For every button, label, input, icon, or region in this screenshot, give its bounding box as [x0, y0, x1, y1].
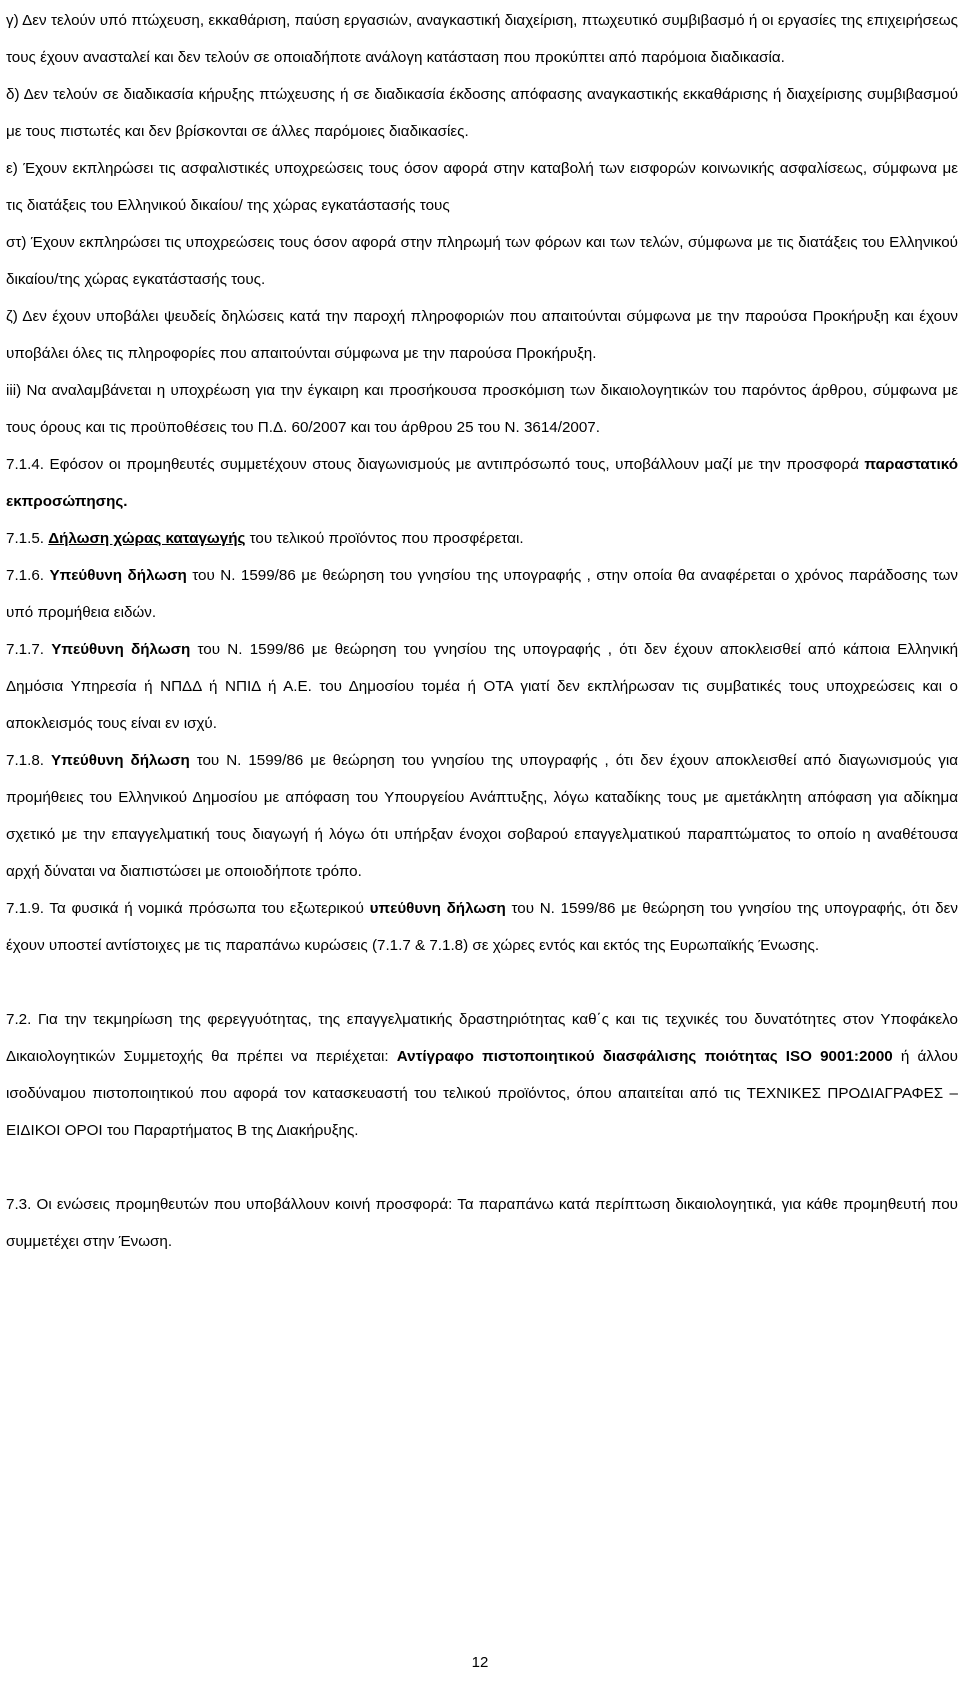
emphasis-run: παραστατικό εκπροσώπησης. — [6, 456, 958, 510]
paragraph-epsilon — [6, 150, 958, 224]
text-run: του Ν. 1599/86 με θεώρηση του γνησίου της υπογραφής , ότι δεν έχουν αποκλεισθεί από διαγωνισμούς για προμήθειες του Ελληνικού Δημοσίου με απόφαση του Υπουργείου Ανάπτυξης, λόγω καταδίκης τους με αμετάκλητη απόφαση για αδίκημα σχετικό με την επαγγελματική τους διαγωγή ή λόγω ότι υπήρξαν ένοχοι σοβαρού επαγγελματικού παραπτώματος το οποίο η αναθέτουσα αρχή δύναται να διαπιστώσει με οποιοδήποτε τρόπο. — [6, 752, 959, 880]
emphasis-run: υπεύθυνη δήλωση — [369, 900, 506, 917]
emphasis-run: Υπεύθυνη δήλωση — [50, 752, 190, 769]
text-run: 7.2. Για την τεκμηρίωση της φερεγγυότητας, της επαγγελματικής δραστηριότητας καθ΄ς και τις τεχνικές του δυνατότητες στον Υποφάκελο Δικαιολογητικών Συμμετοχής θα πρέπει να περιέχεται: — [6, 1011, 958, 1065]
text-run: του Ν. 1599/86 με θεώρηση του γνησίου της υπογραφής, ότι δεν έχουν υποστεί αντίστοιχες με τις παραπάνω κυρώσεις (7.1.7 & 7.1.8) σε χώρες εντός και εκτός της Ευρωπαϊκής Ένωσης. — [6, 900, 958, 954]
paragraph-delta — [6, 76, 958, 150]
text-run: ε) Έχουν εκπληρώσει τις ασφαλιστικές υποχρεώσεις τους όσον αφορά στην καταβολή των εισφορών κοινωνικής ασφαλίσεως, σύμφωνα με τις διατάξεις του Ελληνικού δικαίου/ της χώρας εγκατάστασής τους — [6, 160, 958, 214]
paragraph-s718 — [6, 742, 958, 890]
page-number: 12 — [471, 1654, 489, 1671]
document-page — [6, 2, 958, 1260]
paragraph-gamma — [6, 2, 958, 76]
text-run: 7.1.8. — [6, 752, 51, 769]
text-run: ζ) Δεν έχουν υποβάλει ψευδείς δηλώσεις κατά την παροχή πληροφοριών που απαιτούνται σύμφωνα με την παρούσα Προκήρυξη και έχουν υποβάλει όλες τις πληροφορίες που απαιτούνται σύμφωνα με την παρούσα Προκήρυξη. — [6, 308, 958, 362]
text-run: 7.1.6. — [6, 567, 50, 584]
paragraph-spacer — [6, 1149, 958, 1186]
paragraph-spacer — [6, 964, 958, 1001]
text-run: 7.1.5. — [6, 530, 49, 547]
paragraph-s719 — [6, 890, 958, 964]
paragraph-s714 — [6, 446, 958, 520]
text-run: 7.1.4. Εφόσον οι προμηθευτές συμμετέχουν στους διαγωνισμούς με αντιπρόσωπό τους, υποβάλλουν μαζί με την προσφορά — [6, 456, 865, 473]
emphasis-run: Υπεύθυνη δήλωση — [49, 567, 187, 584]
text-run: 7.1.9. Τα φυσικά ή νομικά πρόσωπα του εξωτερικού — [6, 900, 370, 917]
paragraph-iii — [6, 372, 958, 446]
text-run: iii) Να αναλαμβάνεται η υποχρέωση για την έγκαιρη και προσήκουσα προσκόμιση των δικαιολογητικών του παρόντος άρθρου, σύμφωνα με τους όρους και τις προϋποθέσεις του Π.Δ. 60/2007 και του άρθρου 25 του Ν. 3614/2007. — [6, 382, 958, 436]
paragraph-s717 — [6, 631, 958, 742]
text-run: ή άλλου ισοδύναμου πιστοποιητικού που αφορά τον κατασκευαστή του τελικού προϊόντος, όπου απαιτείται από τις ΤΕΧΝΙΚΕΣ ΠΡΟΔΙΑΓΡΑΦΕΣ – ΕΙΔΙΚΟΙ ΟΡΟΙ του Παραρτήματος Β της Διακήρυξης. — [6, 1048, 958, 1139]
text-run: δ) Δεν τελούν σε διαδικασία κήρυξης πτώχευσης ή σε διαδικασία έκδοσης απόφασης αναγκαστικής εκκαθάρισης ή διαχείρισης συμβιβασμού με τους πιστωτές και δεν βρίσκονται σε άλλες παρόμοιες διαδικασίες. — [6, 86, 958, 140]
paragraph-s715 — [6, 520, 958, 557]
emphasis-run: Δήλωση χώρας καταγωγής — [48, 530, 246, 547]
text-run: 7.3. Οι ενώσεις προμηθευτών που υποβάλλουν κοινή προσφορά: Τα παραπάνω κατά περίπτωση δικαιολογητικά, για κάθε προμηθευτή που συμμετέχει στην Ένωση. — [6, 1196, 958, 1250]
emphasis-run: Αντίγραφο πιστοποιητικού διασφάλισης ποιότητας ISO 9001:2000 — [396, 1048, 893, 1065]
paragraph-s73 — [6, 1186, 958, 1260]
text-run: του τελικού προϊόντος που προσφέρεται. — [245, 530, 524, 547]
text-run: 7.1.7. — [6, 641, 52, 658]
text-run: γ) Δεν τελούν υπό πτώχευση, εκκαθάριση, παύση εργασιών, αναγκαστική διαχείριση, πτωχευτικό συμβιβασμό ή οι εργασίες της επιχειρήσεως τους έχουν ανασταλεί και δεν τελούν σε οποιαδήποτε ανάλογη κατάσταση που προκύπτει από παρόμοια διαδικασία. — [6, 12, 958, 66]
paragraph-s72 — [6, 1001, 958, 1149]
paragraph-zeta — [6, 298, 958, 372]
text-run: στ) Έχουν εκπληρώσει τις υποχρεώσεις τους όσον αφορά στην πληρωμή των φόρων και των τελών, σύμφωνα με τις διατάξεις του Ελληνικού δικαίου/της χώρας εγκατάστασής τους. — [6, 234, 958, 288]
paragraph-s716 — [6, 557, 958, 631]
paragraph-st — [6, 224, 958, 298]
text-run: του Ν. 1599/86 με θεώρηση του γνησίου της υπογραφής , ότι δεν έχουν αποκλεισθεί από κάποια Ελληνική Δημόσια Υπηρεσία ή ΝΠΔΔ ή ΝΠΙΔ ή Α.Ε. του Δημοσίου τομέα ή ΟΤΑ γιατί δεν εκπλήρωσαν τις συμβατικές τους υποχρεώσεις και ο αποκλεισμός τους είναι εν ισχύ. — [6, 641, 959, 732]
text-run: του Ν. 1599/86 με θεώρηση του γνησίου της υπογραφής , στην οποία θα αναφέρεται ο χρόνος παράδοσης των υπό προμήθεια ειδών. — [6, 567, 959, 621]
emphasis-run: Υπεύθυνη δήλωση — [51, 641, 191, 658]
